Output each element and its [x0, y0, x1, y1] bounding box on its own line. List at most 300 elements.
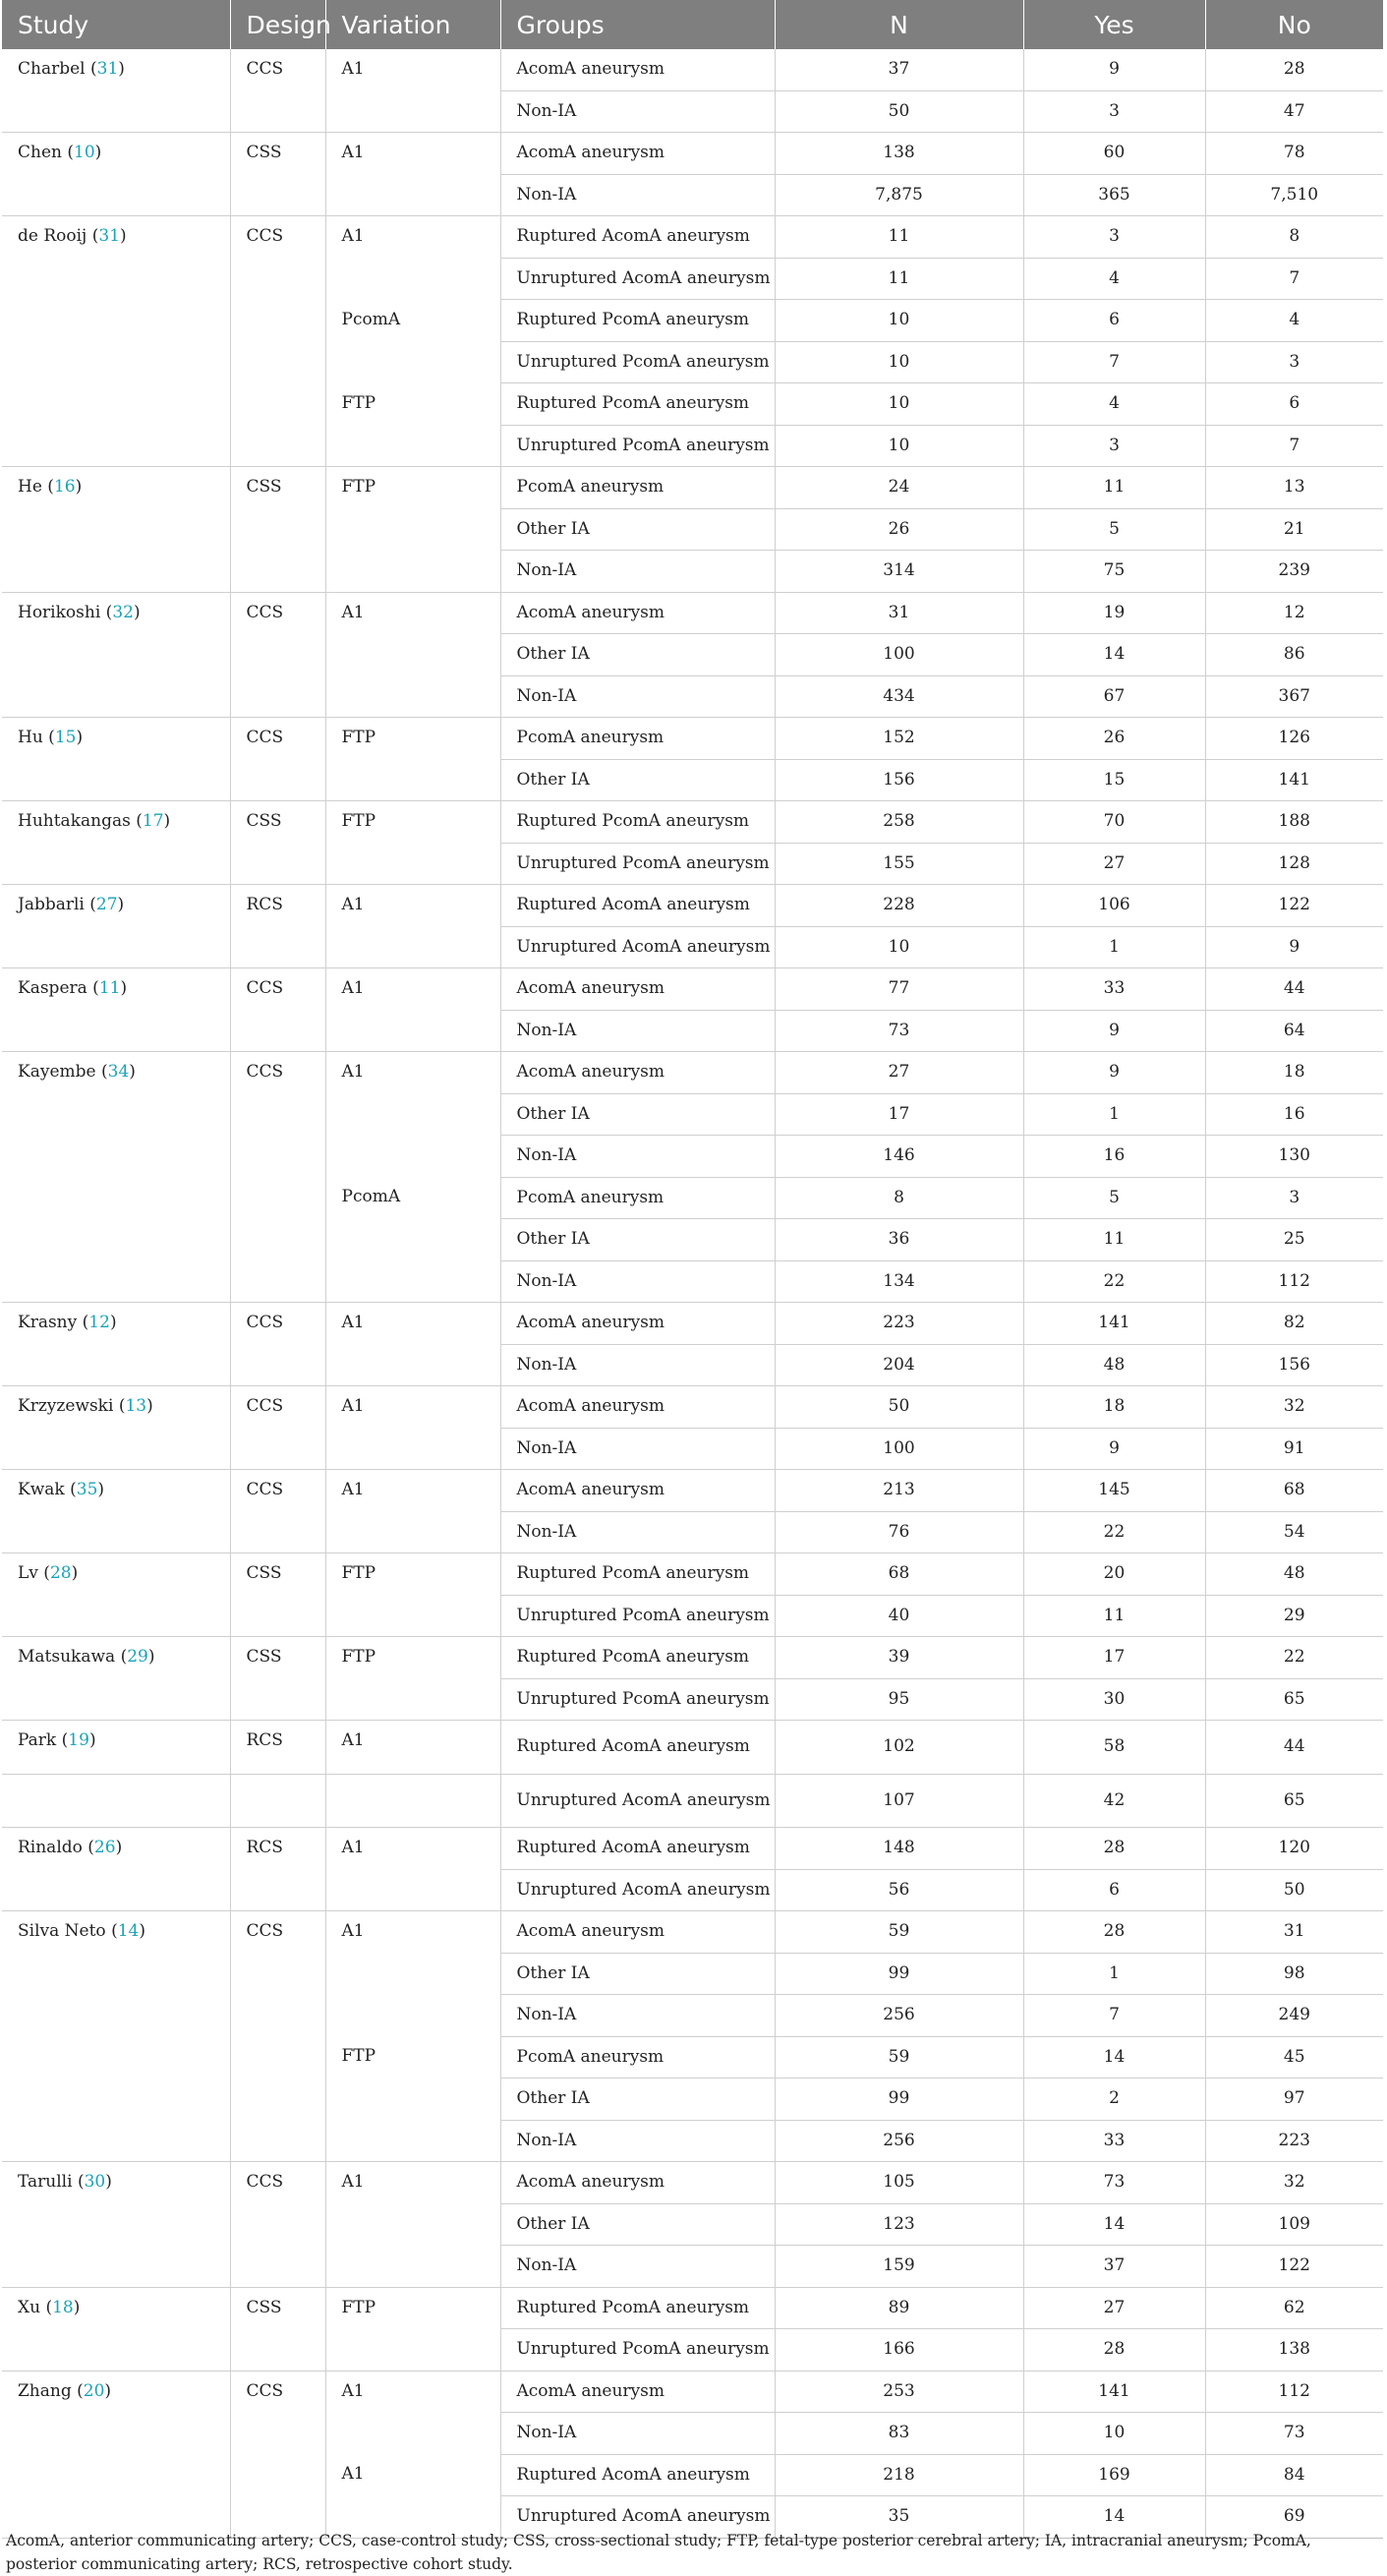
- table-row: [2, 1911, 1383, 1954]
- variation-cell: PcomA: [325, 300, 500, 383]
- yes-cell: 6: [1023, 1869, 1205, 1911]
- yes-cell: 28: [1023, 1828, 1205, 1870]
- no-cell: 29: [1205, 1595, 1383, 1637]
- n-cell: 26: [775, 508, 1023, 551]
- group-cell: Non-IA: [500, 1995, 775, 2037]
- studies-table: [2, 0, 1383, 2539]
- study-name: Krzyzewski: [18, 1396, 114, 1416]
- variation-cell: FTP: [325, 2036, 500, 2162]
- group-cell: PcomA aneurysm: [500, 718, 775, 760]
- no-cell: 7,510: [1205, 174, 1383, 216]
- study-ref-link[interactable]: 31: [98, 226, 121, 246]
- table-body: [2, 49, 1383, 2538]
- no-cell: 48: [1205, 1553, 1383, 1596]
- n-cell: 59: [775, 2036, 1023, 2078]
- study-ref-link[interactable]: 18: [52, 2297, 74, 2317]
- n-cell: 107: [775, 1774, 1023, 1828]
- yes-cell: 4: [1023, 258, 1205, 300]
- no-cell: 126: [1205, 718, 1383, 760]
- n-cell: 11: [775, 258, 1023, 300]
- no-cell: 188: [1205, 801, 1383, 844]
- group-cell: Other IA: [500, 508, 775, 551]
- yes-cell: 27: [1023, 843, 1205, 885]
- group-cell: Unruptured PcomA aneurysm: [500, 341, 775, 383]
- design-cell: CCS: [230, 1052, 325, 1303]
- no-cell: 120: [1205, 1828, 1383, 1870]
- group-cell: Other IA: [500, 2203, 775, 2246]
- yes-cell: 141: [1023, 2371, 1205, 2413]
- study-cell: Tarulli (30): [2, 2162, 230, 2288]
- n-cell: 218: [775, 2454, 1023, 2496]
- group-cell: Unruptured AcomA aneurysm: [500, 258, 775, 300]
- no-cell: 3: [1205, 1177, 1383, 1219]
- design-cell: CCS: [230, 718, 325, 801]
- group-cell: AcomA aneurysm: [500, 2371, 775, 2413]
- yes-cell: 16: [1023, 1136, 1205, 1178]
- study-ref-link[interactable]: 30: [84, 2172, 106, 2192]
- table-header-row: [2, 0, 1383, 49]
- n-cell: 100: [775, 1428, 1023, 1470]
- n-cell: 37: [775, 49, 1023, 90]
- group-cell: AcomA aneurysm: [500, 592, 775, 634]
- n-cell: 95: [775, 1678, 1023, 1721]
- yes-cell: 1: [1023, 1093, 1205, 1136]
- group-cell: Non-IA: [500, 675, 775, 718]
- study-ref-link[interactable]: 14: [117, 1921, 140, 1941]
- n-cell: 99: [775, 2078, 1023, 2121]
- study-ref-link[interactable]: 13: [125, 1396, 147, 1416]
- n-cell: 11: [775, 216, 1023, 259]
- study-cell: Horikoshi (32): [2, 592, 230, 718]
- col-header-design: Design: [230, 0, 325, 49]
- study-name: Charbel: [18, 59, 86, 79]
- group-cell: Unruptured AcomA aneurysm: [500, 926, 775, 968]
- table-row: [2, 1303, 1383, 1345]
- group-cell: PcomA aneurysm: [500, 467, 775, 509]
- design-value: RCS: [246, 1730, 283, 1750]
- study-name: Xu: [18, 2297, 41, 2317]
- yes-cell: 58: [1023, 1721, 1205, 1775]
- n-cell: 10: [775, 383, 1023, 426]
- variation-cell: [325, 1774, 500, 1828]
- variation-value: A1: [341, 1730, 365, 1750]
- yes-cell: 3: [1023, 216, 1205, 259]
- no-cell: 13: [1205, 467, 1383, 509]
- n-cell: 24: [775, 467, 1023, 509]
- no-cell: 249: [1205, 1995, 1383, 2037]
- study-cell: Xu (18): [2, 2287, 230, 2371]
- no-cell: 141: [1205, 759, 1383, 801]
- no-cell: 32: [1205, 2162, 1383, 2204]
- n-cell: 434: [775, 675, 1023, 718]
- no-cell: 69: [1205, 2496, 1383, 2539]
- yes-cell: 106: [1023, 885, 1205, 927]
- no-cell: 32: [1205, 1386, 1383, 1429]
- yes-cell: 5: [1023, 508, 1205, 551]
- yes-cell: 1: [1023, 926, 1205, 968]
- study-name: Jabbarli: [18, 895, 85, 914]
- yes-cell: 169: [1023, 2454, 1205, 2496]
- study-ref-link[interactable]: 19: [68, 1730, 89, 1750]
- yes-cell: 20: [1023, 1553, 1205, 1596]
- yes-cell: 14: [1023, 2036, 1205, 2078]
- n-cell: 56: [775, 1869, 1023, 1911]
- no-cell: 31: [1205, 1911, 1383, 1954]
- group-cell: Non-IA: [500, 1428, 775, 1470]
- variation-cell: FTP: [325, 2287, 500, 2371]
- table-row: [2, 467, 1383, 509]
- study-ref-link[interactable]: 20: [83, 2380, 105, 2401]
- yes-cell: 73: [1023, 2162, 1205, 2204]
- study-ref-link[interactable]: 10: [74, 143, 95, 162]
- design-cell: CSS: [230, 2287, 325, 2371]
- n-cell: 213: [775, 1470, 1023, 1512]
- study-cell: Jabbarli (27): [2, 885, 230, 968]
- study-cell: Kayembe (34): [2, 1052, 230, 1303]
- variation-cell: A1: [325, 1386, 500, 1470]
- no-cell: 86: [1205, 634, 1383, 676]
- group-cell: Non-IA: [500, 2246, 775, 2288]
- group-cell: AcomA aneurysm: [500, 1386, 775, 1429]
- study-ref-link[interactable]: 31: [96, 59, 119, 79]
- yes-cell: 3: [1023, 90, 1205, 133]
- study-ref-link[interactable]: 12: [88, 1313, 110, 1332]
- design-cell: CSS: [230, 1637, 325, 1721]
- group-cell: AcomA aneurysm: [500, 1303, 775, 1345]
- group-cell: AcomA aneurysm: [500, 49, 775, 90]
- n-cell: 36: [775, 1219, 1023, 1261]
- table-row: [2, 718, 1383, 760]
- variation-cell: [325, 1721, 500, 1775]
- n-cell: 40: [775, 1595, 1023, 1637]
- study-name: Zhang: [18, 2380, 72, 2401]
- study-cell: Kwak (35): [2, 1470, 230, 1553]
- group-cell: Non-IA: [500, 174, 775, 216]
- no-cell: 65: [1205, 1774, 1383, 1828]
- table-row: [2, 1553, 1383, 1596]
- n-cell: 228: [775, 885, 1023, 927]
- yes-cell: 14: [1023, 2203, 1205, 2246]
- no-cell: 78: [1205, 133, 1383, 175]
- design-cell: [230, 1774, 325, 1828]
- group-cell: Non-IA: [500, 90, 775, 133]
- group-cell: Ruptured PcomA aneurysm: [500, 801, 775, 844]
- study-cell: Hu (15): [2, 718, 230, 801]
- n-cell: 258: [775, 801, 1023, 844]
- design-cell: CCS: [230, 2371, 325, 2538]
- design-cell: CCS: [230, 1911, 325, 2162]
- no-cell: 98: [1205, 1953, 1383, 1995]
- no-cell: 130: [1205, 1136, 1383, 1178]
- yes-cell: 27: [1023, 2287, 1205, 2329]
- no-cell: 9: [1205, 926, 1383, 968]
- no-cell: 84: [1205, 2454, 1383, 2496]
- n-cell: 10: [775, 425, 1023, 467]
- n-cell: 123: [775, 2203, 1023, 2246]
- study-ref-link[interactable]: 35: [76, 1480, 98, 1499]
- no-cell: 3: [1205, 341, 1383, 383]
- study-name: Chen: [18, 143, 62, 162]
- group-cell: Non-IA: [500, 1511, 775, 1553]
- study-ref-link[interactable]: 27: [95, 895, 118, 914]
- group-cell: Ruptured PcomA aneurysm: [500, 383, 775, 426]
- study-ref-link[interactable]: 26: [93, 1838, 116, 1857]
- table-footnote: AcomA, anterior communicating artery; CCS, case-control study; CSS, cross-sectional study; FTP, fetal-type posterior cerebral artery; IA, intracranial aneurysm; PcomA, posterior communicating artery; RCS, retrospective cohort study.: [6, 2532, 1311, 2573]
- yes-cell: 67: [1023, 675, 1205, 718]
- design-cell: CCS: [230, 49, 325, 133]
- study-name: He: [18, 477, 42, 497]
- design-cell: CSS: [230, 1553, 325, 1637]
- group-cell: Other IA: [500, 1953, 775, 1995]
- yes-cell: 9: [1023, 49, 1205, 90]
- study-cell: Kaspera (11): [2, 968, 230, 1052]
- n-cell: 156: [775, 759, 1023, 801]
- design-cell: RCS: [230, 1828, 325, 1911]
- variation-cell: A1: [325, 1303, 500, 1386]
- no-cell: 109: [1205, 2203, 1383, 2246]
- group-cell: AcomA aneurysm: [500, 1911, 775, 1954]
- group-cell: AcomA aneurysm: [500, 1470, 775, 1512]
- design-cell: CCS: [230, 2162, 325, 2288]
- study-cell: [2, 1774, 230, 1828]
- table-row: [2, 885, 1383, 927]
- study-ref-link[interactable]: 15: [54, 728, 77, 747]
- n-cell: 223: [775, 1303, 1023, 1345]
- study-name: Matsukawa: [18, 1647, 116, 1667]
- group-cell: Ruptured AcomA aneurysm: [500, 1721, 775, 1775]
- group-cell: Ruptured AcomA aneurysm: [500, 885, 775, 927]
- n-cell: 89: [775, 2287, 1023, 2329]
- design-cell: CSS: [230, 467, 325, 593]
- n-cell: 83: [775, 2413, 1023, 2455]
- group-cell: Unruptured PcomA aneurysm: [500, 843, 775, 885]
- group-cell: Ruptured AcomA aneurysm: [500, 216, 775, 259]
- no-cell: 97: [1205, 2078, 1383, 2121]
- n-cell: 10: [775, 341, 1023, 383]
- study-cell: de Rooij (31): [2, 216, 230, 467]
- col-header-no: No: [1205, 0, 1383, 49]
- group-cell: AcomA aneurysm: [500, 2162, 775, 2204]
- no-cell: 7: [1205, 425, 1383, 467]
- n-cell: 10: [775, 926, 1023, 968]
- study-cell: Krasny (12): [2, 1303, 230, 1386]
- n-cell: 35: [775, 2496, 1023, 2539]
- study-ref-link[interactable]: 17: [142, 811, 164, 831]
- n-cell: 31: [775, 592, 1023, 634]
- group-cell: Unruptured PcomA aneurysm: [500, 1595, 775, 1637]
- n-cell: 50: [775, 1386, 1023, 1429]
- table-row: [2, 2287, 1383, 2329]
- variation-cell: PcomA: [325, 1177, 500, 1303]
- study-name: Hu: [18, 728, 43, 747]
- no-cell: 82: [1205, 1303, 1383, 1345]
- yes-cell: 7: [1023, 341, 1205, 383]
- group-cell: Non-IA: [500, 2120, 775, 2162]
- yes-cell: 10: [1023, 2413, 1205, 2455]
- yes-cell: 11: [1023, 1219, 1205, 1261]
- n-cell: 27: [775, 1052, 1023, 1094]
- no-cell: 8: [1205, 216, 1383, 259]
- yes-cell: 19: [1023, 592, 1205, 634]
- no-cell: 21: [1205, 508, 1383, 551]
- n-cell: 39: [775, 1637, 1023, 1679]
- group-cell: Other IA: [500, 2078, 775, 2121]
- design-cell: RCS: [230, 885, 325, 968]
- no-cell: 112: [1205, 1260, 1383, 1303]
- study-cell: Zhang (20): [2, 2371, 230, 2538]
- group-cell: PcomA aneurysm: [500, 1177, 775, 1219]
- yes-cell: 1: [1023, 1953, 1205, 1995]
- study-ref-link[interactable]: 34: [107, 1062, 130, 1082]
- study-name: Rinaldo: [18, 1838, 83, 1857]
- variation-cell: A1: [325, 1911, 500, 2037]
- no-cell: 44: [1205, 968, 1383, 1011]
- n-cell: 105: [775, 2162, 1023, 2204]
- no-cell: 22: [1205, 1637, 1383, 1679]
- yes-cell: 6: [1023, 300, 1205, 342]
- n-cell: 134: [775, 1260, 1023, 1303]
- yes-cell: 14: [1023, 2496, 1205, 2539]
- variation-cell: A1: [325, 2371, 500, 2454]
- no-cell: 18: [1205, 1052, 1383, 1094]
- table-row: [2, 1774, 1383, 1828]
- table-row: [2, 1828, 1383, 1870]
- yes-cell: 48: [1023, 1344, 1205, 1386]
- yes-cell: 11: [1023, 467, 1205, 509]
- table-row: [2, 2162, 1383, 2204]
- study-ref-link[interactable]: 28: [49, 1563, 72, 1583]
- no-cell: 367: [1205, 675, 1383, 718]
- group-cell: Unruptured AcomA aneurysm: [500, 2496, 775, 2539]
- group-cell: Ruptured AcomA aneurysm: [500, 2454, 775, 2496]
- study-cell: Silva Neto (14): [2, 1911, 230, 2162]
- no-cell: 223: [1205, 2120, 1383, 2162]
- no-cell: 73: [1205, 2413, 1383, 2455]
- yes-cell: 33: [1023, 2120, 1205, 2162]
- no-cell: 128: [1205, 843, 1383, 885]
- no-cell: 54: [1205, 1511, 1383, 1553]
- table-row: [2, 1052, 1383, 1094]
- study-cell: Matsukawa (29): [2, 1637, 230, 1721]
- n-cell: 68: [775, 1553, 1023, 1596]
- n-cell: 256: [775, 2120, 1023, 2162]
- yes-cell: 22: [1023, 1260, 1205, 1303]
- group-cell: Other IA: [500, 634, 775, 676]
- table-row: [2, 133, 1383, 175]
- no-cell: 45: [1205, 2036, 1383, 2078]
- variation-cell: FTP: [325, 801, 500, 885]
- group-cell: Non-IA: [500, 1260, 775, 1303]
- group-cell: Ruptured PcomA aneurysm: [500, 2287, 775, 2329]
- design-cell: CCS: [230, 1303, 325, 1386]
- yes-cell: 365: [1023, 174, 1205, 216]
- group-cell: Unruptured AcomA aneurysm: [500, 1869, 775, 1911]
- group-cell: Ruptured PcomA aneurysm: [500, 1553, 775, 1596]
- yes-cell: 141: [1023, 1303, 1205, 1345]
- col-header-groups: Groups: [500, 0, 775, 49]
- no-cell: 62: [1205, 2287, 1383, 2329]
- no-cell: 239: [1205, 551, 1383, 593]
- table-row: [2, 1470, 1383, 1512]
- study-name: Huhtakangas: [18, 811, 131, 831]
- table-row: [2, 968, 1383, 1011]
- variation-cell: A1: [325, 1828, 500, 1911]
- no-cell: 122: [1205, 2246, 1383, 2288]
- yes-cell: 18: [1023, 1386, 1205, 1429]
- no-cell: 91: [1205, 1428, 1383, 1470]
- no-cell: 112: [1205, 2371, 1383, 2413]
- col-header-yes: Yes: [1023, 0, 1205, 49]
- no-cell: 65: [1205, 1678, 1383, 1721]
- n-cell: 10: [775, 300, 1023, 342]
- no-cell: 25: [1205, 1219, 1383, 1261]
- study-ref-link[interactable]: 29: [127, 1647, 148, 1667]
- yes-cell: 75: [1023, 551, 1205, 593]
- variation-cell: FTP: [325, 383, 500, 467]
- table-row: [2, 1721, 1383, 1775]
- study-ref-link[interactable]: 16: [53, 477, 76, 497]
- variation-cell: A1: [325, 1470, 500, 1553]
- variation-cell: A1: [325, 592, 500, 718]
- yes-cell: 145: [1023, 1470, 1205, 1512]
- no-cell: 68: [1205, 1470, 1383, 1512]
- yes-cell: 5: [1023, 1177, 1205, 1219]
- yes-cell: 33: [1023, 968, 1205, 1011]
- n-cell: 152: [775, 718, 1023, 760]
- design-cell: CCS: [230, 1470, 325, 1553]
- group-cell: AcomA aneurysm: [500, 968, 775, 1011]
- yes-cell: 15: [1023, 759, 1205, 801]
- no-cell: 12: [1205, 592, 1383, 634]
- study-name: Kaspera: [18, 978, 87, 998]
- yes-cell: 26: [1023, 718, 1205, 760]
- study-name: Silva Neto: [18, 1921, 106, 1941]
- yes-cell: 14: [1023, 634, 1205, 676]
- yes-cell: 9: [1023, 1010, 1205, 1052]
- no-cell: 64: [1205, 1010, 1383, 1052]
- yes-cell: 30: [1023, 1678, 1205, 1721]
- group-cell: Other IA: [500, 1093, 775, 1136]
- variation-cell: A1: [325, 1052, 500, 1178]
- no-cell: 156: [1205, 1344, 1383, 1386]
- study-cell: Charbel (31): [2, 49, 230, 133]
- no-cell: 50: [1205, 1869, 1383, 1911]
- table-row: [2, 2371, 1383, 2413]
- n-cell: 204: [775, 1344, 1023, 1386]
- study-name: Krasny: [18, 1313, 78, 1332]
- study-ref-link[interactable]: 11: [98, 978, 121, 998]
- col-header-variation: Variation: [325, 0, 500, 49]
- n-cell: 146: [775, 1136, 1023, 1178]
- n-cell: 8: [775, 1177, 1023, 1219]
- n-cell: 100: [775, 634, 1023, 676]
- yes-cell: 2: [1023, 2078, 1205, 2121]
- study-cell: Krzyzewski (13): [2, 1386, 230, 1470]
- n-cell: 50: [775, 90, 1023, 133]
- table-row: [2, 592, 1383, 634]
- variation-cell: A1: [325, 133, 500, 216]
- yes-cell: 9: [1023, 1052, 1205, 1094]
- n-cell: 256: [775, 1995, 1023, 2037]
- n-cell: 77: [775, 968, 1023, 1011]
- col-header-study: Study: [2, 0, 230, 49]
- variation-cell: FTP: [325, 1553, 500, 1637]
- study-ref-link[interactable]: 32: [112, 602, 134, 622]
- group-cell: Ruptured PcomA aneurysm: [500, 1637, 775, 1679]
- table-row: [2, 49, 1383, 90]
- no-cell: 7: [1205, 258, 1383, 300]
- yes-cell: 17: [1023, 1637, 1205, 1679]
